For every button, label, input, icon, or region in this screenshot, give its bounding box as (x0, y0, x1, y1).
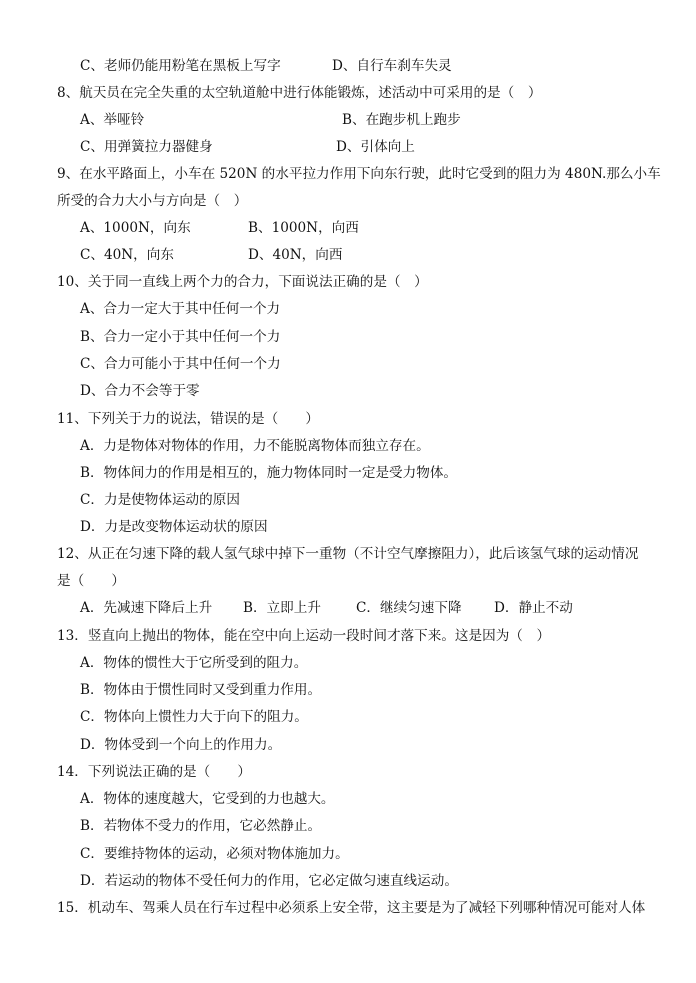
q8-option-d: D、引体向上 (336, 139, 415, 155)
q14-stem: 14．下列说法正确的是（ ） (57, 764, 252, 780)
q11-option-c: C．力是使物体运动的原因 (80, 492, 240, 508)
q13-option-c: C．物体向上惯性力大于向下的阻力。 (80, 709, 308, 725)
q10-option-a: A、合力一定大于其中任何一个力 (80, 301, 281, 317)
q10-option-b: B、合力一定小于其中任何一个力 (80, 329, 281, 345)
q14-option-d: D．若运动的物体不受任何力的作用，它必定做匀速直线运动。 (80, 873, 458, 889)
q13-option-d: D．物体受到一个向上的作用力。 (80, 737, 282, 753)
q13-option-b: B．物体由于惯性同时又受到重力作用。 (80, 682, 322, 698)
q11-option-a: A．力是物体对物体的作用，力不能脱离物体而独立存在。 (80, 438, 430, 454)
q8-stem: 8、航天员在完全失重的太空轨道舱中进行体能锻炼，述活动中可采用的是（ ） (57, 85, 542, 101)
q14-option-a: A．物体的速度越大，它受到的力也越大。 (80, 791, 335, 807)
q9-option-d: D、40N，向西 (248, 247, 343, 263)
q7-option-d: D、自行车刹车失灵 (332, 58, 452, 74)
q8-option-b: B、在跑步机上跑步 (342, 112, 461, 128)
q13-option-a: A．物体的惯性大于它所受到的阻力。 (80, 655, 308, 671)
q7-option-c: C、老师仍能用粉笔在黑板上写字 (80, 58, 281, 74)
q12-stem-line-2: 是（ ） (57, 573, 125, 589)
q12-option-c: C．继续匀速下降 (356, 600, 462, 616)
q12-option-a: A．先减速下降后上升 (80, 600, 213, 616)
q11-option-d: D．力是改变物体运动状的原因 (80, 519, 268, 535)
q10-stem: 10、关于同一直线上两个力的合力，下面说法正确的是（ ） (57, 274, 428, 290)
q15-stem: 15．机动车、驾乘人员在行车过程中必须系上安全带，这主要是为了减轻下列哪种情况可能对人体 (57, 900, 646, 916)
q11-stem: 11、下列关于力的说法，错误的是（ ） (57, 411, 319, 427)
q9-stem-line-1: 9、在水平路面上，小车在 520N 的水平拉力作用下向东行驶，此时它受到的阻力为 480N.那么小车 (57, 166, 661, 182)
q8-option-a: A、举哑铃 (80, 112, 145, 128)
q10-option-c: C、合力可能小于其中任何一个力 (80, 356, 281, 372)
q9-option-b: B、1000N，向西 (248, 220, 359, 236)
q10-option-d: D、合力不会等于零 (80, 383, 200, 399)
q8-option-c: C、用弹簧拉力器健身 (80, 139, 213, 155)
q12-stem-line-1: 12、从正在匀速下降的载人氢气球中掉下一重物（不计空气摩擦阻力），此后该氢气球的运动情况 (57, 546, 639, 562)
q9-option-c: C、40N，向东 (80, 247, 174, 263)
q12-option-b: B．立即上升 (243, 600, 321, 616)
q11-option-b: B．物体间力的作用是相互的，施力物体同时一定是受力物体。 (80, 465, 458, 481)
q12-option-d: D．静止不动 (494, 600, 573, 616)
q14-option-b: B．若物体不受力的作用，它必然静止。 (80, 818, 322, 834)
q13-stem: 13．竖直向上抛出的物体，能在空中向上运动一段时间才落下来。这是因为（ ） (57, 628, 551, 644)
q9-option-a: A、1000N，向东 (80, 220, 191, 236)
q14-option-c: C．要维持物体的运动，必须对物体施加力。 (80, 846, 349, 862)
q9-stem-line-2: 所受的合力大小与方向是（ ） (57, 193, 248, 209)
